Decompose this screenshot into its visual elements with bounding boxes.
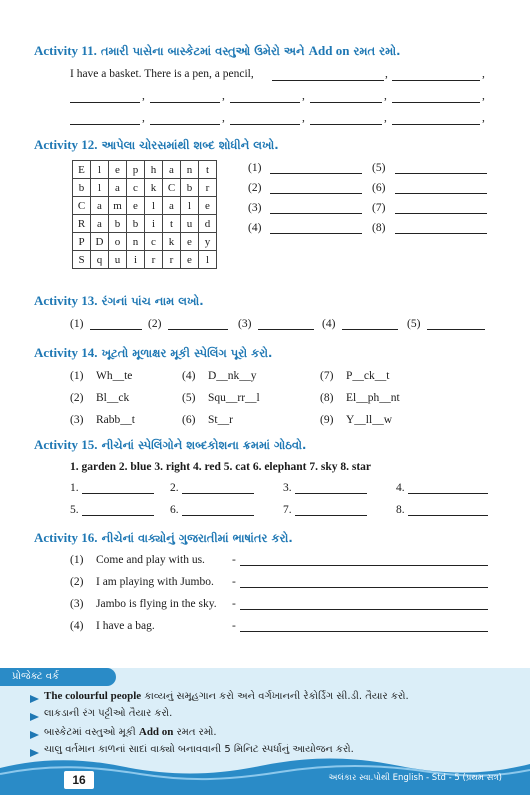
spelling-number: (6) xyxy=(182,414,196,426)
grid-cell[interactable]: p xyxy=(127,161,145,179)
blank-line[interactable] xyxy=(310,124,382,125)
project-item-1: The colourful people કાવ્યનું સમૂહગાન કરો અને વર્ગખાનની રેકોર્ડિંગ સી.ડી. તૈયાર કરો. xyxy=(44,690,409,702)
sentence-number: (2) xyxy=(70,576,84,588)
dash: - xyxy=(232,598,236,610)
answer-label: (6) xyxy=(372,182,386,194)
color-line[interactable] xyxy=(342,329,398,330)
grid-cell[interactable]: i xyxy=(145,215,163,233)
grid-cell[interactable]: e xyxy=(181,233,199,251)
answer-label: (4) xyxy=(248,222,262,234)
grid-cell[interactable]: P xyxy=(73,233,91,251)
project-item-4: ચાલુ વર્તમાન કાળનાં સાદાં વાક્યો બનાવવાની 5 મિનિટ સ્પર્ધાનું આયોજન કરો. xyxy=(44,744,354,755)
order-slot-label: 8. xyxy=(396,504,405,516)
grid-cell[interactable]: b xyxy=(127,215,145,233)
dash: - xyxy=(232,554,236,566)
activity-12-title: Activity 12. આપેલા ચોરસમાંથી શબ્દ શોધીને લખો. xyxy=(34,137,279,152)
grid-cell[interactable]: S xyxy=(73,251,91,269)
grid-cell[interactable]: n xyxy=(181,161,199,179)
order-slot-label: 6. xyxy=(170,504,179,516)
activity-14-title: Activity 14. ખૂટતો મૂળાક્ષર મૂકી સ્પેલિંગ પૂરો કરો. xyxy=(34,345,273,360)
color-line[interactable] xyxy=(427,329,485,330)
grid-cell[interactable]: D xyxy=(91,233,109,251)
grid-cell[interactable]: a xyxy=(163,161,181,179)
blank-line[interactable] xyxy=(310,102,382,103)
answer-line[interactable] xyxy=(395,193,487,194)
answer-label: (5) xyxy=(372,162,386,174)
blank-line[interactable] xyxy=(392,124,480,125)
grid-row xyxy=(73,197,217,215)
word-search-grid xyxy=(72,160,217,269)
answer-label: (8) xyxy=(372,222,386,234)
grid-cell[interactable]: k xyxy=(163,233,181,251)
answer-line[interactable] xyxy=(270,233,362,234)
grid-cell[interactable]: l xyxy=(145,197,163,215)
footer-text: અલંકાર સ્વા.પોથી English - Std - 5 (પ્રથમ સત્ર) xyxy=(328,773,502,783)
spelling-number: (4) xyxy=(182,370,196,382)
grid-row xyxy=(73,233,217,251)
sentence-text: Jambo is flying in the sky. xyxy=(96,598,217,610)
blank-line[interactable] xyxy=(70,124,140,125)
grid-cell[interactable]: e xyxy=(199,197,217,215)
order-slot-line[interactable] xyxy=(295,493,367,494)
grid-cell[interactable]: u xyxy=(181,215,199,233)
sentence-text: Come and play with us. xyxy=(96,554,205,566)
grid-cell[interactable]: k xyxy=(145,179,163,197)
order-slot-label: 7. xyxy=(283,504,292,516)
order-slot-line[interactable] xyxy=(182,515,254,516)
grid-cell[interactable]: E xyxy=(73,161,91,179)
grid-cell[interactable]: n xyxy=(127,233,145,251)
spelling-number: (7) xyxy=(320,370,334,382)
activity-13-title: Activity 13. રંગનાં પાંચ નામ લખો. xyxy=(34,293,204,308)
arrow-icon xyxy=(30,695,39,703)
grid-cell[interactable]: r xyxy=(163,251,181,269)
grid-row xyxy=(73,179,217,197)
spelling-number: (1) xyxy=(70,370,84,382)
blank-line[interactable] xyxy=(70,102,140,103)
grid-cell[interactable]: c xyxy=(145,233,163,251)
answer-label: (7) xyxy=(372,202,386,214)
grid-cell[interactable]: t xyxy=(163,215,181,233)
grid-cell[interactable]: a xyxy=(91,197,109,215)
color-label: (1) xyxy=(70,318,84,330)
blank-line[interactable] xyxy=(392,102,480,103)
dash: - xyxy=(232,576,236,588)
arrow-icon xyxy=(30,731,39,739)
grid-cell[interactable]: a xyxy=(163,197,181,215)
order-slot-line[interactable] xyxy=(82,493,154,494)
grid-row xyxy=(73,215,217,233)
answer-line[interactable] xyxy=(395,233,487,234)
spelling-word[interactable]: D__nk__y xyxy=(208,370,257,382)
grid-cell[interactable]: h xyxy=(145,161,163,179)
spelling-number: (8) xyxy=(320,392,334,404)
order-slot-line[interactable] xyxy=(408,493,488,494)
sentence-text: I am playing with Jumbo. xyxy=(96,576,214,588)
activity-15-title: Activity 15. નીચેનાં સ્પેલિંગોને શબ્દકોશના ક્રમમાં ગોઠવો. xyxy=(34,437,307,452)
grid-cell[interactable]: r xyxy=(145,251,163,269)
answer-line[interactable] xyxy=(270,173,362,174)
sentence-number: (4) xyxy=(70,620,84,632)
grid-cell[interactable]: b xyxy=(109,215,127,233)
translation-line[interactable] xyxy=(240,565,488,566)
spelling-word[interactable]: P__ck__t xyxy=(346,370,390,382)
grid-cell[interactable]: l xyxy=(181,197,199,215)
blank-line[interactable] xyxy=(272,80,384,81)
activity-16-title: Activity 16. નીચેનાં વાક્યોનું ગુજરાતીમાં ભાષાંતર કરો. xyxy=(34,530,293,545)
spelling-number: (9) xyxy=(320,414,334,426)
grid-cell[interactable]: d xyxy=(199,215,217,233)
color-line[interactable] xyxy=(258,329,314,330)
spelling-word[interactable]: Wh__te xyxy=(96,370,133,382)
translation-line[interactable] xyxy=(240,587,488,588)
grid-row xyxy=(73,251,217,269)
order-slot-line[interactable] xyxy=(182,493,254,494)
grid-cell[interactable]: t xyxy=(199,161,217,179)
grid-cell[interactable]: C xyxy=(163,179,181,197)
blank-line[interactable] xyxy=(230,124,300,125)
order-slot-line[interactable] xyxy=(82,515,154,516)
grid-cell[interactable]: i xyxy=(127,251,145,269)
sentence-text: I have a bag. xyxy=(96,620,155,632)
word-list: 1. garden 2. blue 3. right 4. red 5. cat 6. elephant 7. sky 8. star xyxy=(70,461,372,473)
grid-cell[interactable]: r xyxy=(199,179,217,197)
grid-cell[interactable]: l xyxy=(91,161,109,179)
order-slot-label: 2. xyxy=(170,482,179,494)
blank-line[interactable] xyxy=(230,102,300,103)
grid-cell[interactable]: c xyxy=(127,179,145,197)
color-line[interactable] xyxy=(90,329,142,330)
spelling-number: (2) xyxy=(70,392,84,404)
grid-cell[interactable]: m xyxy=(109,197,127,215)
activity-11-title: Activity 11. તમારી પાસેના બાસ્કેટમાં વસ્તુઓ ઉમેરો અને Add on રમત રમો. xyxy=(34,43,401,58)
grid-cell[interactable]: C xyxy=(73,197,91,215)
color-label: (4) xyxy=(322,318,336,330)
spelling-word[interactable]: Bl__ck xyxy=(96,392,130,404)
answer-line[interactable] xyxy=(395,213,487,214)
answer-label: (1) xyxy=(248,162,262,174)
blank-line[interactable] xyxy=(392,80,480,81)
blank-line[interactable] xyxy=(150,124,220,125)
sentence-number: (1) xyxy=(70,554,84,566)
grid-cell[interactable]: b xyxy=(181,179,199,197)
page-number: 16 xyxy=(64,771,94,789)
spelling-word[interactable]: St__r xyxy=(208,414,233,426)
blank-line[interactable] xyxy=(150,102,220,103)
order-slot-line[interactable] xyxy=(295,515,367,516)
order-slot-label: 1. xyxy=(70,482,79,494)
project-item-2: લાકડાની રંગ પટ્ટીઓ તૈયાર કરો. xyxy=(44,708,173,719)
spelling-number: (3) xyxy=(70,414,84,426)
spelling-word[interactable]: El__ph__nt xyxy=(346,392,400,404)
color-label: (2) xyxy=(148,318,162,330)
grid-cell[interactable]: y xyxy=(199,233,217,251)
grid-cell[interactable]: l xyxy=(199,251,217,269)
sentence-number: (3) xyxy=(70,598,84,610)
translation-line[interactable] xyxy=(240,631,488,632)
spelling-word[interactable]: Y__ll__w xyxy=(346,414,392,426)
grid-cell[interactable]: b xyxy=(73,179,91,197)
color-line[interactable] xyxy=(168,329,228,330)
order-slot-label: 5. xyxy=(70,504,79,516)
grid-cell[interactable]: e xyxy=(109,161,127,179)
color-label: (5) xyxy=(407,318,421,330)
grid-cell[interactable]: e xyxy=(181,251,199,269)
grid-cell[interactable]: q xyxy=(91,251,109,269)
project-item-3: બાસ્કેટમાં વસ્તુઓ મૂકી Add on રમત રમો. xyxy=(44,726,217,738)
grid-cell[interactable]: a xyxy=(91,215,109,233)
arrow-icon xyxy=(30,713,39,721)
grid-cell[interactable]: l xyxy=(91,179,109,197)
answer-line[interactable] xyxy=(270,193,362,194)
grid-cell[interactable]: a xyxy=(109,179,127,197)
answer-label: (2) xyxy=(248,182,262,194)
answer-line[interactable] xyxy=(395,173,487,174)
grid-cell[interactable]: o xyxy=(109,233,127,251)
spelling-word[interactable]: Squ__rr__l xyxy=(208,392,260,404)
color-label: (3) xyxy=(238,318,252,330)
dash: - xyxy=(232,620,236,632)
activity-11-sentence: I have a basket. There is a pen, a pencil, xyxy=(70,68,254,80)
order-slot-label: 3. xyxy=(283,482,292,494)
order-slot-line[interactable] xyxy=(408,515,488,516)
answer-line[interactable] xyxy=(270,213,362,214)
translation-line[interactable] xyxy=(240,609,488,610)
grid-row xyxy=(73,161,217,179)
grid-cell[interactable]: R xyxy=(73,215,91,233)
grid-cell[interactable]: u xyxy=(109,251,127,269)
project-tag: પ્રોજેક્ટ વર્ક xyxy=(0,668,116,686)
spelling-word[interactable]: Rabb__t xyxy=(96,414,135,426)
order-slot-label: 4. xyxy=(396,482,405,494)
answer-label: (3) xyxy=(248,202,262,214)
grid-cell[interactable]: e xyxy=(127,197,145,215)
spelling-number: (5) xyxy=(182,392,196,404)
